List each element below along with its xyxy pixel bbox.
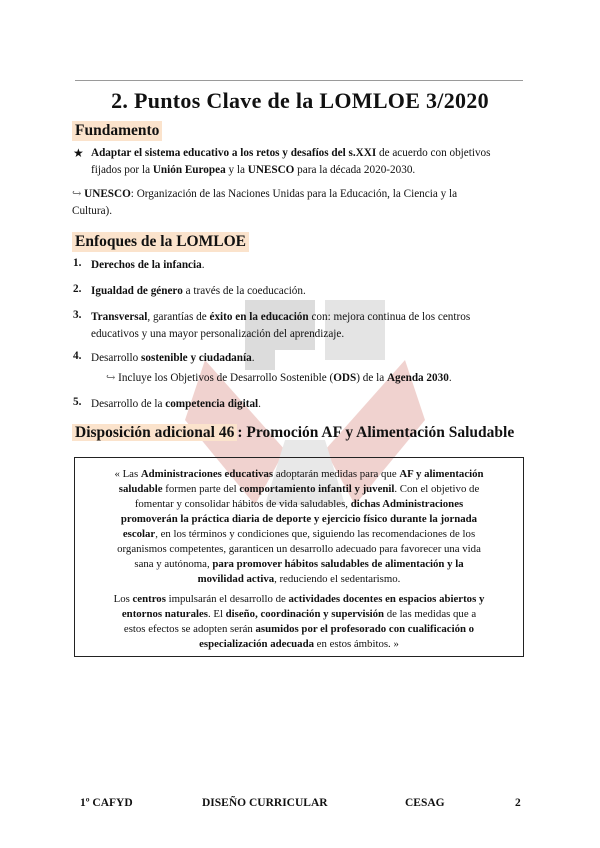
section-heading-enfoques: Enfoques de la LOMLOE [72,232,249,252]
list-number: 1. [73,257,82,269]
unesco-note: ↪ UNESCO: Organización de las Naciones Unidas para la Educación, la Ciencia y la Cultura). [72,188,458,217]
quote-text-run: sana y autónoma, [134,558,213,570]
arrow-icon: ↪ [72,188,82,200]
section-heading-disposicion: Disposición adicional 46 : Promoción AF y Alimentación Saludable [72,423,514,443]
list-number: 4. [73,350,82,362]
quote-bold-run: asumidos por el profesorado con cualificación o [255,623,475,635]
quote-text-run: « Las [114,468,141,480]
star-icon: ★ [73,146,84,160]
quote-bold-run: diseño, coordinación y supervisión [225,608,385,620]
quote-text-run: de las medidas que a [384,608,477,620]
quote-text-run: formen parte del [162,483,240,495]
list-item: Derechos de la infancia. [91,259,205,271]
quote-bold-run: entornos naturales [121,608,208,620]
quote-bold-run: movilidad activa [197,573,275,585]
page-title: 2. Puntos Clave de la LOMLOE 3/2020 [111,88,489,113]
quote-text-run: organismos competentes, garanticen un desarrollo adecuado para favorecer una vida [117,543,481,555]
footer-subject: DISEÑO CURRICULAR [202,797,328,809]
quote-bold-run: Administraciones educativas [140,468,274,480]
quote-bold-run: para promover hábitos saludables de alimentación y la [212,558,464,570]
footer-institution: CESAG [405,797,445,809]
quote-text-run: adoptarán medidas para que [273,468,400,480]
list-item: Desarrollo de la competencia digital. [91,398,261,410]
quote-bold-run: saludable [118,483,163,495]
quote-paragraph-1 [84,467,514,587]
quote-bold-run: AF y alimentación [399,468,484,480]
quote-text-run: en estos ámbitos. » [313,638,399,650]
quote-text-run: Los [113,593,133,605]
quote-bold-run: centros [132,593,166,605]
quote-bold-run: escolar [122,528,156,540]
list-subitem: ↪ Incluye los Objetivos de Desarrollo Sostenible (ODS) de la Agenda 2030. [106,372,452,384]
quote-paragraph-2 [84,592,514,652]
quote-text-run: , reduciendo el sedentarismo. [274,573,401,585]
quote-text-run: . El [207,608,226,620]
list-item: Transversal, garantías de éxito en la educación con: mejora continua de los centros educativos y una mayor personalización del aprendizaje. [91,311,471,340]
arrow-icon: ↪ [106,372,116,384]
page-number: 2 [515,797,521,809]
quote-bold-run: actividades docentes en espacios abiertos y [288,593,485,605]
quote-bold-run: comportamiento infantil y juvenil [239,483,395,495]
list-number: 2. [73,283,82,295]
list-item: Igualdad de género a través de la coeducación. [91,285,306,297]
quote-bold-run: promoverán la práctica diaria de deporte y ejercicio físico durante la jornada [120,513,478,525]
list-number: 5. [73,396,82,408]
list-number: 3. [73,309,82,321]
quote-bold-run: especialización adecuada [199,638,314,650]
quote-text-run: , en los términos y condiciones que, siguiendo las recomendaciones de los [155,528,476,540]
quote-text-run: impulsarán el desarrollo de [165,593,289,605]
footer-course: 1º CAFYD [80,797,133,809]
section-heading-fundamento: Fundamento [72,121,162,141]
header-rule [75,80,523,81]
quote-text-run: fomentar y consolidar hábitos de vida saludables, [134,498,351,510]
quote-text-run: estos efectos se adopten serán [123,623,256,635]
quote-text-run: . Con el objetivo de [394,483,480,495]
quote-bold-run: dichas Administraciones [350,498,464,510]
fundamento-bullet: Adaptar el sistema educativo a los retos y desafíos del s.XXI de acuerdo con objetivos fijados por la Unión Europea y la UNESCO para la década 2020-2030. [91,147,491,176]
list-item: Desarrollo sostenible y ciudadanía. [91,352,255,364]
